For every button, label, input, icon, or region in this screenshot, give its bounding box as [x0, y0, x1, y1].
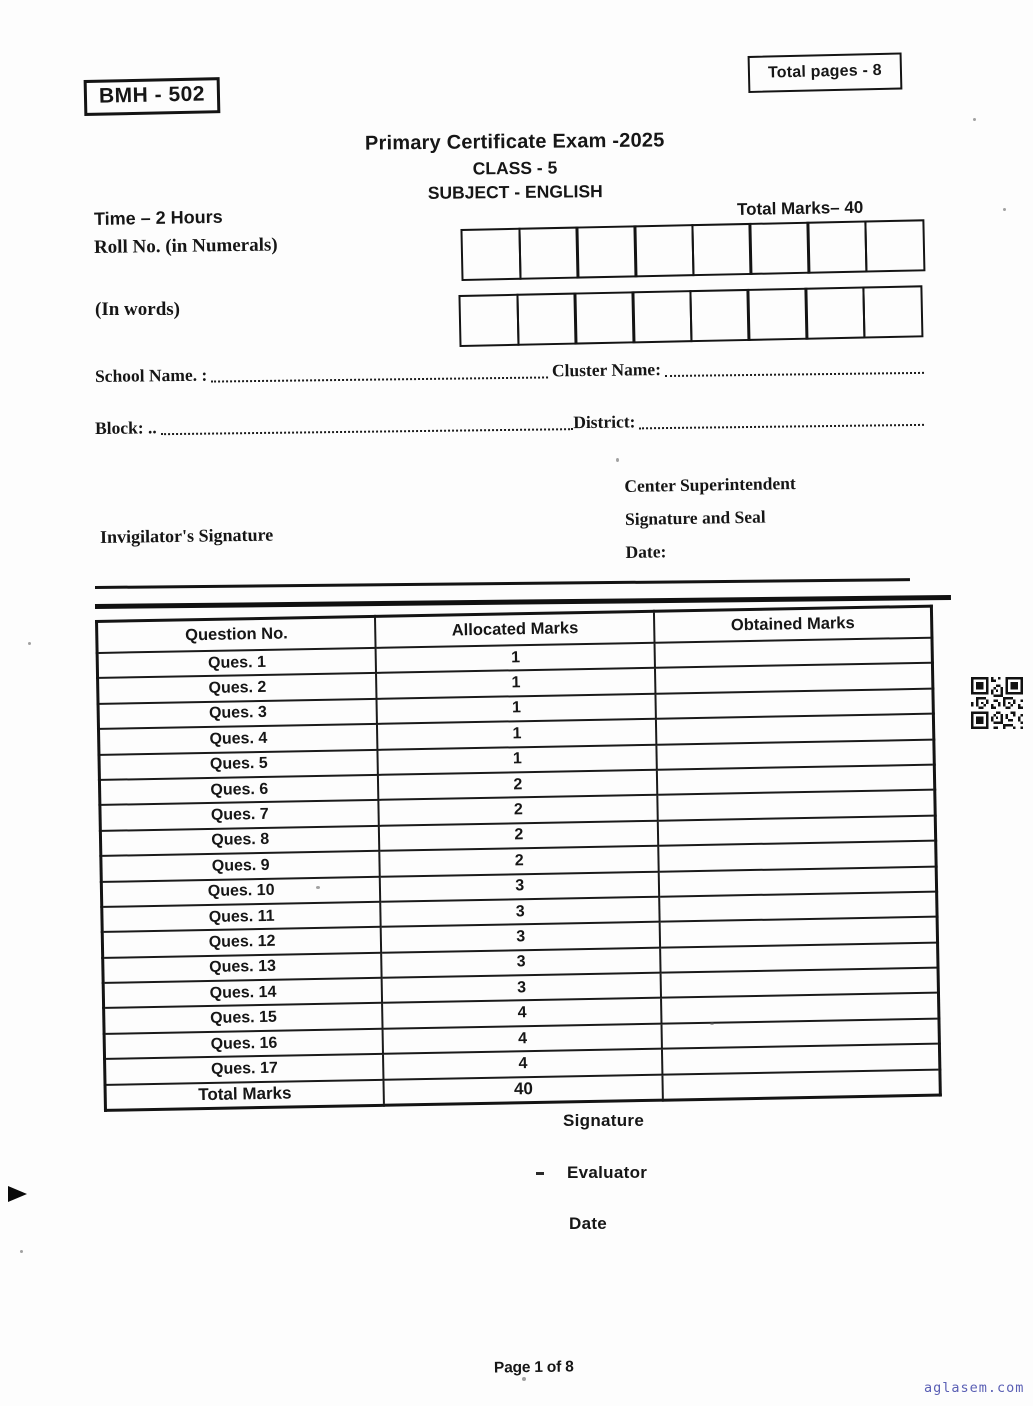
paper-code: BMH - 502 [98, 82, 206, 108]
dotted-fill [211, 371, 548, 382]
roll-box-cell [807, 220, 868, 273]
roll-box-cell [862, 285, 923, 338]
question-cell: Ques. 5 [99, 749, 378, 779]
col-header-allocated: Allocated Marks [375, 611, 654, 648]
roll-box-cell [518, 227, 579, 280]
allocated-cell: 3 [382, 973, 661, 1003]
roll-box-cell [864, 219, 925, 272]
question-cell: Ques. 15 [104, 1003, 383, 1033]
obtained-cell [663, 1069, 941, 1100]
invigilator-signature-label: Invigilator's Signature [99, 524, 274, 547]
roll-box-cell [747, 288, 808, 341]
question-cell: Ques. 11 [102, 902, 381, 932]
superintendent-line: Date: [625, 541, 667, 562]
allocated-cell: 3 [380, 871, 659, 901]
question-cell: Ques. 13 [103, 952, 382, 982]
allocated-cell: 3 [381, 897, 660, 927]
roll-box-cell [631, 290, 692, 343]
dotted-fill [665, 367, 924, 377]
watermark-text: aglasem.com [924, 1380, 1025, 1396]
scan-speck [522, 1377, 526, 1381]
question-cell: Ques. 4 [99, 724, 378, 754]
qr-code [971, 677, 1023, 729]
subject-line: SUBJECT - ENGLISH [427, 181, 603, 203]
allocated-cell: 2 [379, 795, 658, 825]
superintendent-line: Center Superintendent [624, 473, 796, 497]
scan-speck [20, 1250, 23, 1253]
allocated-cell: 2 [379, 820, 658, 850]
allocated-cell: 1 [377, 719, 656, 749]
page-number: Page 1 of 8 [493, 1358, 574, 1377]
question-cell: Ques. 17 [105, 1054, 384, 1084]
roll-box-cell [749, 222, 810, 275]
scan-speck [616, 458, 619, 462]
stray-dash-mark [536, 1172, 544, 1175]
school-cluster-line [95, 356, 928, 387]
roll-box-cell [574, 291, 635, 344]
roll-box-cell [516, 293, 577, 346]
block-district-line [95, 408, 928, 439]
school-name-label: School Name. : [94, 364, 208, 386]
allocated-cell: 4 [383, 1049, 662, 1079]
allocated-cell: 1 [378, 744, 657, 774]
question-cell: Ques. 10 [101, 876, 380, 906]
question-cell: Ques. 2 [98, 673, 377, 703]
class-line: CLASS - 5 [472, 157, 558, 179]
evaluator-date-label: Date [569, 1214, 608, 1233]
exam-title: Primary Certificate Exam -2025 [364, 129, 665, 155]
district-label: District: [573, 411, 636, 433]
block-label: Block: .. [94, 417, 157, 438]
question-cell: Ques. 16 [104, 1029, 383, 1059]
allocated-cell: 4 [383, 1024, 662, 1054]
marks-table [95, 605, 942, 1112]
col-header-question: Question No. [97, 616, 376, 653]
allocated-cell: 1 [377, 694, 656, 724]
roll-box-cell [689, 289, 750, 342]
evaluator-signature-label: Signature [563, 1111, 645, 1130]
time-label: Time – 2 Hours [93, 206, 223, 229]
superintendent-block [624, 467, 797, 569]
allocated-cell: 2 [380, 846, 659, 876]
dotted-fill [639, 419, 924, 429]
roll-box-cell [458, 294, 519, 347]
total-marks-label: Total Marks– 40 [736, 197, 864, 219]
roll-words-label: (In words) [95, 299, 180, 320]
roll-box-cell [691, 223, 752, 276]
scan-speck [316, 886, 320, 889]
roll-boxes-row [458, 285, 923, 347]
allocated-cell: 3 [381, 922, 660, 952]
superintendent-line: Signature and Seal [624, 506, 766, 529]
roll-box-cell [633, 224, 694, 277]
cluster-name-label: Cluster Name: [551, 359, 662, 381]
question-cell: Ques. 7 [100, 800, 379, 830]
allocated-cell: 4 [382, 998, 661, 1028]
question-cell: Ques. 12 [102, 927, 381, 957]
roll-box-cell [805, 286, 866, 339]
total-pages-box [748, 53, 903, 93]
roll-numerals-label: Roll No. (in Numerals) [93, 234, 278, 258]
question-cell: Ques. 3 [98, 699, 377, 729]
allocated-cell: 40 [384, 1074, 663, 1105]
allocated-cell: 1 [376, 643, 655, 673]
question-cell: Ques. 1 [97, 648, 376, 678]
col-header-obtained: Obtained Marks [654, 606, 932, 643]
total-pages-label: Total pages - 8 [767, 61, 882, 82]
dotted-fill [161, 423, 574, 435]
roll-boxes-row [460, 219, 925, 281]
scan-speck [28, 642, 31, 645]
question-cell: Ques. 9 [101, 851, 380, 881]
right-triangle-scan-mark [8, 1186, 27, 1202]
allocated-cell: 2 [378, 770, 657, 800]
question-cell: Ques. 8 [100, 826, 379, 856]
divider-thin [95, 578, 910, 588]
roll-box-cell [460, 228, 521, 281]
paper-code-box [84, 77, 221, 116]
scan-speck [710, 1022, 714, 1025]
question-cell: Ques. 6 [99, 775, 378, 805]
allocated-cell: 3 [382, 947, 661, 977]
evaluator-label: Evaluator [567, 1163, 648, 1182]
scan-speck [1003, 208, 1006, 211]
marks-table-body [97, 638, 940, 1111]
roll-box-cell [576, 225, 637, 278]
allocated-cell: 1 [376, 668, 655, 698]
question-cell: Total Marks [105, 1079, 384, 1110]
scan-speck [973, 118, 976, 121]
question-cell: Ques. 14 [103, 978, 382, 1008]
title-block [270, 128, 761, 205]
marks-table-wrap [95, 605, 942, 1112]
